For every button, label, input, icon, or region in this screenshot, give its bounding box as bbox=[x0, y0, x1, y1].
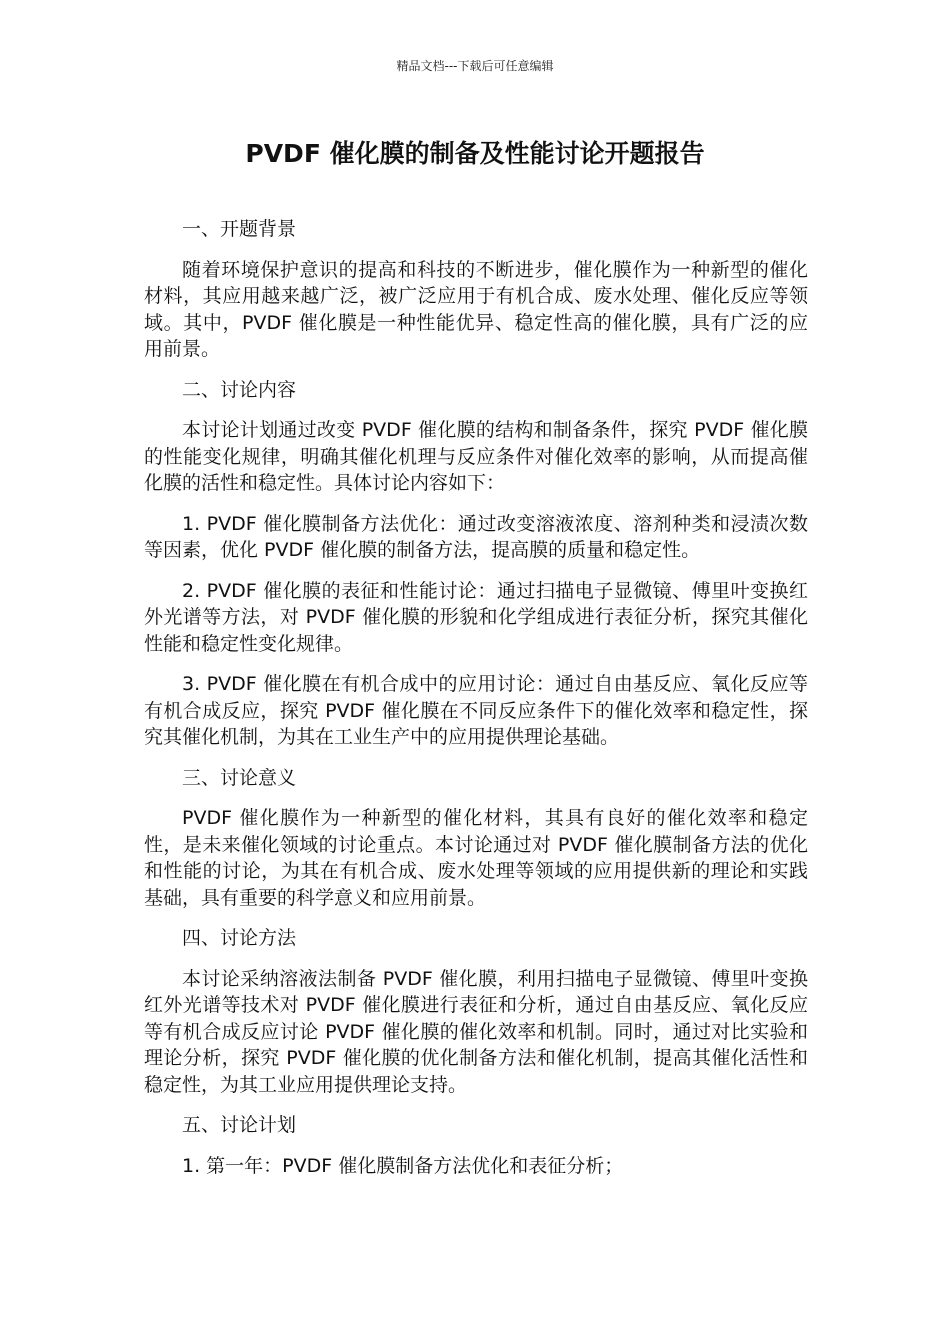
list-item-content-3: 3. PVDF 催化膜在有机合成中的应用讨论：通过自由基反应、氧化反应等有机合成反应，探究 PVDF 催化膜在不同反应条件下的催化效率和稳定性，探究其催化机制，为其在工业生产中的应用提供理论基础。 bbox=[144, 673, 808, 748]
page-header: 精品文档---下载后可任意编辑 bbox=[396, 59, 554, 73]
document-title: PVDF 催化膜的制备及性能讨论开题报告 bbox=[245, 139, 705, 168]
list-item-content-1: 1. PVDF 催化膜制备方法优化：通过改变溶液浓度、溶剂种类和浸渍次数等因素，优化 PVDF 催化膜的制备方法，提高膜的质量和稳定性。 bbox=[144, 512, 808, 561]
section-heading-content: 二、讨论内容 bbox=[182, 378, 297, 401]
paragraph-significance: PVDF 催化膜作为一种新型的催化材料，其具有良好的催化效率和稳定性，是未来催化领域的讨论重点。本讨论通过对 PVDF 催化膜制备方法的优化和性能的讨论，为其在有机合成、废水处理等领域的应用提供新的理论和实践基础，具有重要的科学意义和应用前景。 bbox=[144, 807, 808, 909]
section-heading-significance: 三、讨论意义 bbox=[182, 766, 297, 789]
paragraph-methods: 本讨论采纳溶液法制备 PVDF 催化膜，利用扫描电子显微镜、傅里叶变换红外光谱等技术对 PVDF 催化膜进行表征和分析，通过自由基反应、氧化反应等有机合成反应讨论 PVDF 催化膜的催化效率和机制。同时，通过对比实验和理论分析，探究 PVDF 催化膜的优化制备方法和催化机制，提高其催化活性和稳定性，为其工业应用提供理论支持。 bbox=[144, 967, 808, 1096]
section-heading-background: 一、开题背景 bbox=[182, 218, 297, 240]
paragraph-content-intro: 本讨论计划通过改变 PVDF 催化膜的结构和制备条件，探究 PVDF 催化膜的性能变化规律，明确其催化机理与反应条件对催化效率的影响，从而提高催化膜的活性和稳定性。具体讨论内容如下： bbox=[144, 419, 808, 494]
list-item-content-2: 2. PVDF 催化膜的表征和性能讨论：通过扫描电子显微镜、傅里叶变换红外光谱等方法，对 PVDF 催化膜的形貌和化学组成进行表征分析，探究其催化性能和稳定性变化规律。 bbox=[144, 579, 808, 655]
section-heading-plan: 五、讨论计划 bbox=[182, 1114, 297, 1136]
list-item-plan-1: 1. 第一年：PVDF 催化膜制备方法优化和表征分析； bbox=[182, 1154, 624, 1177]
section-heading-methods: 四、讨论方法 bbox=[182, 927, 297, 949]
paragraph-background: 随着环境保护意识的提高和科技的不断进步，催化膜作为一种新型的催化材料，其应用越来越广泛，被广泛应用于有机合成、废水处理、催化反应等领域。其中，PVDF 催化膜是一种性能优异、稳定性高的催化膜，具有广泛的应用前景。 bbox=[144, 258, 808, 360]
document-body bbox=[144, 216, 808, 1193]
